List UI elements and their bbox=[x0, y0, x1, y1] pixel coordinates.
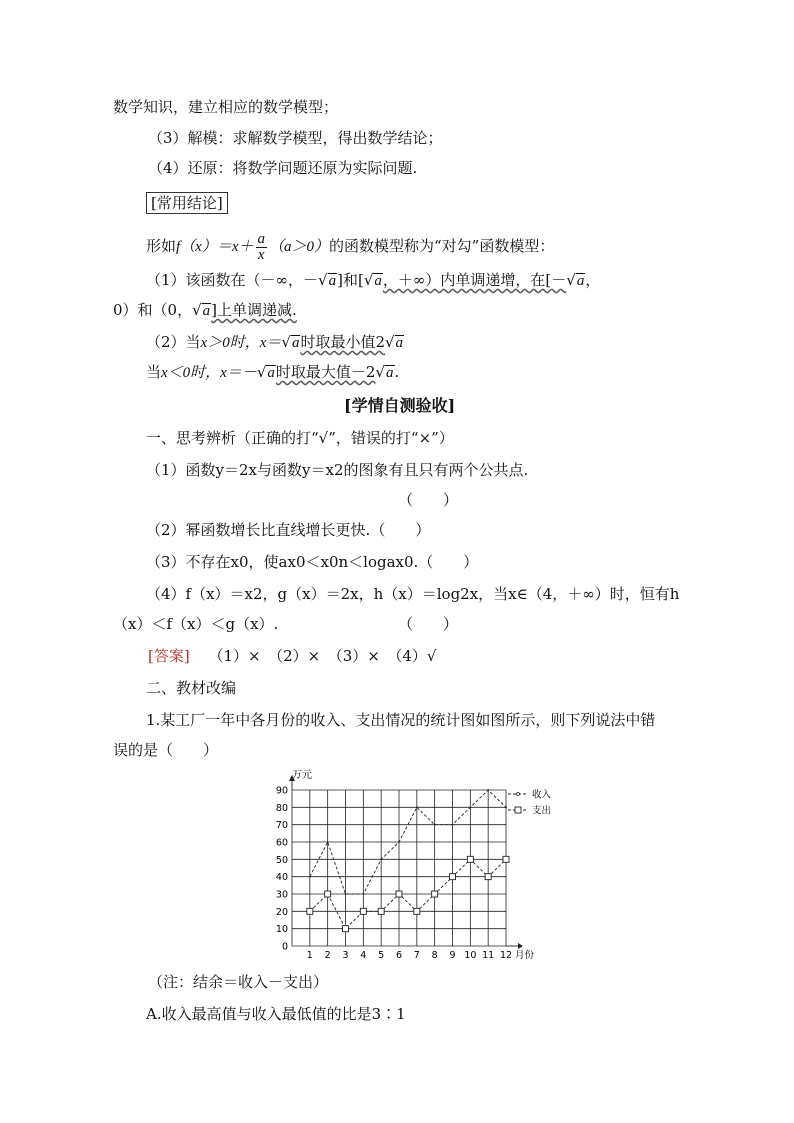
y-tick-label: 40 bbox=[275, 872, 288, 884]
conclusion-2-cont bbox=[146, 362, 399, 383]
question-1-paren: （ ） bbox=[398, 491, 459, 509]
data-point-income bbox=[434, 824, 436, 826]
data-point-expense bbox=[360, 908, 366, 914]
x-axis-label: 月份 bbox=[515, 950, 535, 961]
sqrt-symbol: √ bbox=[375, 363, 386, 381]
sqrt-a: a bbox=[395, 335, 404, 351]
conclusion-1 bbox=[146, 270, 600, 290]
step-3: （3）解模：求解数学模型，得出数学结论； bbox=[148, 129, 443, 147]
question-4-cont: （x）＜f（x）＜g（x）. bbox=[113, 615, 279, 633]
legend-label: 支出 bbox=[532, 805, 552, 817]
option-a: A.收入最高值与收入最低值的比是3∶1 bbox=[146, 1005, 406, 1023]
x-tick-label: 5 bbox=[378, 950, 385, 961]
data-point-income bbox=[327, 841, 329, 843]
sqrt-symbol: √ bbox=[192, 301, 202, 319]
data-point-expense bbox=[467, 856, 473, 862]
legend-marker-square bbox=[515, 807, 521, 813]
answer-text: （1）× （2）× （3）× （4）√ bbox=[208, 647, 437, 665]
sqrt-symbol: √ bbox=[566, 271, 576, 289]
sqrt-a: a bbox=[267, 365, 275, 381]
y-tick-label: 60 bbox=[275, 837, 288, 849]
data-point-income bbox=[398, 841, 400, 843]
sqrt-a: a bbox=[576, 273, 585, 289]
question-3: （3）不存在x0，使ax0＜x0n＜logax0.（ ） bbox=[146, 553, 479, 571]
data-point-expense bbox=[485, 874, 491, 880]
c1-c: ，＋∞）内单调递增，在[－ bbox=[382, 271, 567, 289]
data-point-expense bbox=[378, 908, 384, 914]
c4-c: 时取最大值－2 bbox=[275, 363, 376, 381]
def-post: 的函数模型称为“对勾”函数模型： bbox=[329, 237, 555, 255]
c4-a: 当 bbox=[146, 363, 162, 381]
income-expense-chart bbox=[262, 766, 562, 962]
question-4: （4）f（x）＝x2，g（x）＝2x，h（x）＝log2x，当x∈（4，＋∞）时，恒有h bbox=[146, 585, 680, 603]
data-point-expense bbox=[503, 856, 509, 862]
y-tick-label: 80 bbox=[275, 802, 288, 814]
c1-d: ， bbox=[585, 271, 601, 289]
x-tick-label: 9 bbox=[449, 950, 456, 961]
section-tag-common-conclusion bbox=[146, 192, 228, 214]
y-tick-label: 10 bbox=[275, 924, 288, 936]
data-point-expense bbox=[343, 926, 349, 932]
y-tick-label: 0 bbox=[281, 941, 288, 953]
text-line-1: 数学知识，建立相应的数学模型； bbox=[113, 98, 339, 116]
y-tick-label: 50 bbox=[275, 854, 288, 866]
data-point-income bbox=[345, 893, 347, 895]
sqrt-a: a bbox=[202, 303, 211, 319]
x-tick-label: 1 bbox=[306, 950, 313, 961]
question-2: （2）幂函数增长比直线增长更快.（ ） bbox=[146, 521, 431, 539]
c2-a: 0）和（0， bbox=[113, 301, 193, 319]
data-point-income bbox=[309, 876, 311, 878]
c3-b: x＞0时，x＝ bbox=[200, 335, 282, 351]
changyong-label: [常用结论] bbox=[146, 192, 228, 214]
x-tick-label: 6 bbox=[395, 950, 403, 961]
y-tick-label: 20 bbox=[275, 906, 288, 918]
problem-1: 1.某工厂一年中各月份的收入、支出情况的统计图如图所示，则下列说法中错 bbox=[146, 711, 656, 729]
chart-grid bbox=[292, 790, 506, 946]
sqrt-a: a bbox=[386, 365, 394, 381]
def-cond: （a＞0） bbox=[269, 239, 330, 255]
data-point-expense bbox=[307, 908, 313, 914]
chart-series bbox=[307, 789, 509, 932]
c4-b: x＜0时，x＝－ bbox=[161, 365, 257, 381]
sqrt-symbol: √ bbox=[363, 271, 374, 289]
problem-1-cont: 误的是（ ） bbox=[113, 741, 219, 759]
sqrt-symbol: √ bbox=[256, 363, 267, 381]
data-point-income bbox=[469, 806, 471, 808]
data-point-expense bbox=[432, 891, 438, 897]
data-point-expense bbox=[396, 891, 402, 897]
data-point-income bbox=[362, 893, 364, 895]
def-line bbox=[146, 228, 554, 264]
note-line: （注：结余＝收入－支出） bbox=[148, 973, 329, 991]
data-point-income bbox=[380, 858, 382, 860]
x-tick-label: 2 bbox=[324, 950, 331, 961]
c3-c: 时取最小值2 bbox=[300, 333, 385, 351]
section-title-self-test: [学情自测验收] bbox=[344, 396, 456, 415]
conclusion-2 bbox=[146, 332, 404, 353]
c3-a: （2）当 bbox=[146, 333, 201, 351]
data-point-expense bbox=[450, 874, 456, 880]
def-prefix: 形如 bbox=[146, 237, 177, 255]
answer-line bbox=[148, 646, 436, 666]
sqrt-symbol: √ bbox=[281, 333, 291, 351]
data-point-expense bbox=[325, 891, 331, 897]
data-point-income bbox=[505, 806, 507, 808]
question-heading: 一、思考辨析（正确的打“√”，错误的打“×”） bbox=[146, 429, 454, 447]
x-tick-label: 8 bbox=[431, 950, 438, 961]
chart-axes bbox=[276, 775, 535, 961]
question-4-paren: （ ） bbox=[398, 615, 459, 633]
x-tick-label: 3 bbox=[342, 950, 349, 961]
sqrt-symbol: √ bbox=[384, 333, 395, 351]
def-func: f（x）＝x＋ bbox=[176, 239, 254, 255]
y-axis-label: 万元 bbox=[292, 770, 312, 781]
conclusion-1-cont bbox=[113, 300, 297, 320]
y-tick-label: 90 bbox=[275, 785, 288, 797]
c1-a: （1）该函数在（－∞，－ bbox=[146, 271, 319, 289]
x-tick-label: 7 bbox=[413, 950, 420, 961]
x-tick-label: 4 bbox=[360, 950, 367, 961]
question-1: （1）函数y＝2x与函数y＝x2的图象有且只有两个公共点. bbox=[146, 461, 529, 479]
chart-legend bbox=[508, 789, 552, 817]
sqrt-a: a bbox=[291, 335, 300, 351]
y-tick-label: 70 bbox=[275, 820, 288, 832]
c2-b: ]上单调递减. bbox=[211, 301, 297, 319]
legend-marker-dot bbox=[517, 793, 520, 796]
frac-numerator: a bbox=[257, 230, 265, 247]
fraction-a-over-x bbox=[256, 232, 268, 263]
section-2-heading: 二、教材改编 bbox=[146, 679, 237, 697]
data-point-expense bbox=[414, 908, 420, 914]
data-point-income bbox=[416, 806, 418, 808]
y-tick-label: 30 bbox=[275, 889, 288, 901]
sqrt-symbol: √ bbox=[318, 271, 328, 289]
answer-tag: [答案] bbox=[148, 647, 190, 665]
legend-label: 收入 bbox=[532, 789, 552, 801]
step-4: （4）还原：将数学问题还原为实际问题. bbox=[148, 159, 418, 177]
x-axis-arrow bbox=[518, 943, 523, 949]
x-tick-label: 10 bbox=[464, 950, 477, 961]
x-tick-label: 12 bbox=[499, 950, 513, 961]
x-tick-label: 11 bbox=[482, 950, 495, 961]
sqrt-a: a bbox=[374, 273, 382, 289]
c4-d: . bbox=[394, 363, 400, 381]
frac-denominator: x bbox=[257, 246, 265, 263]
data-point-income bbox=[487, 789, 489, 791]
c1-b: ]和[ bbox=[337, 271, 364, 289]
sqrt-a: a bbox=[328, 273, 337, 289]
data-point-income bbox=[452, 824, 454, 826]
